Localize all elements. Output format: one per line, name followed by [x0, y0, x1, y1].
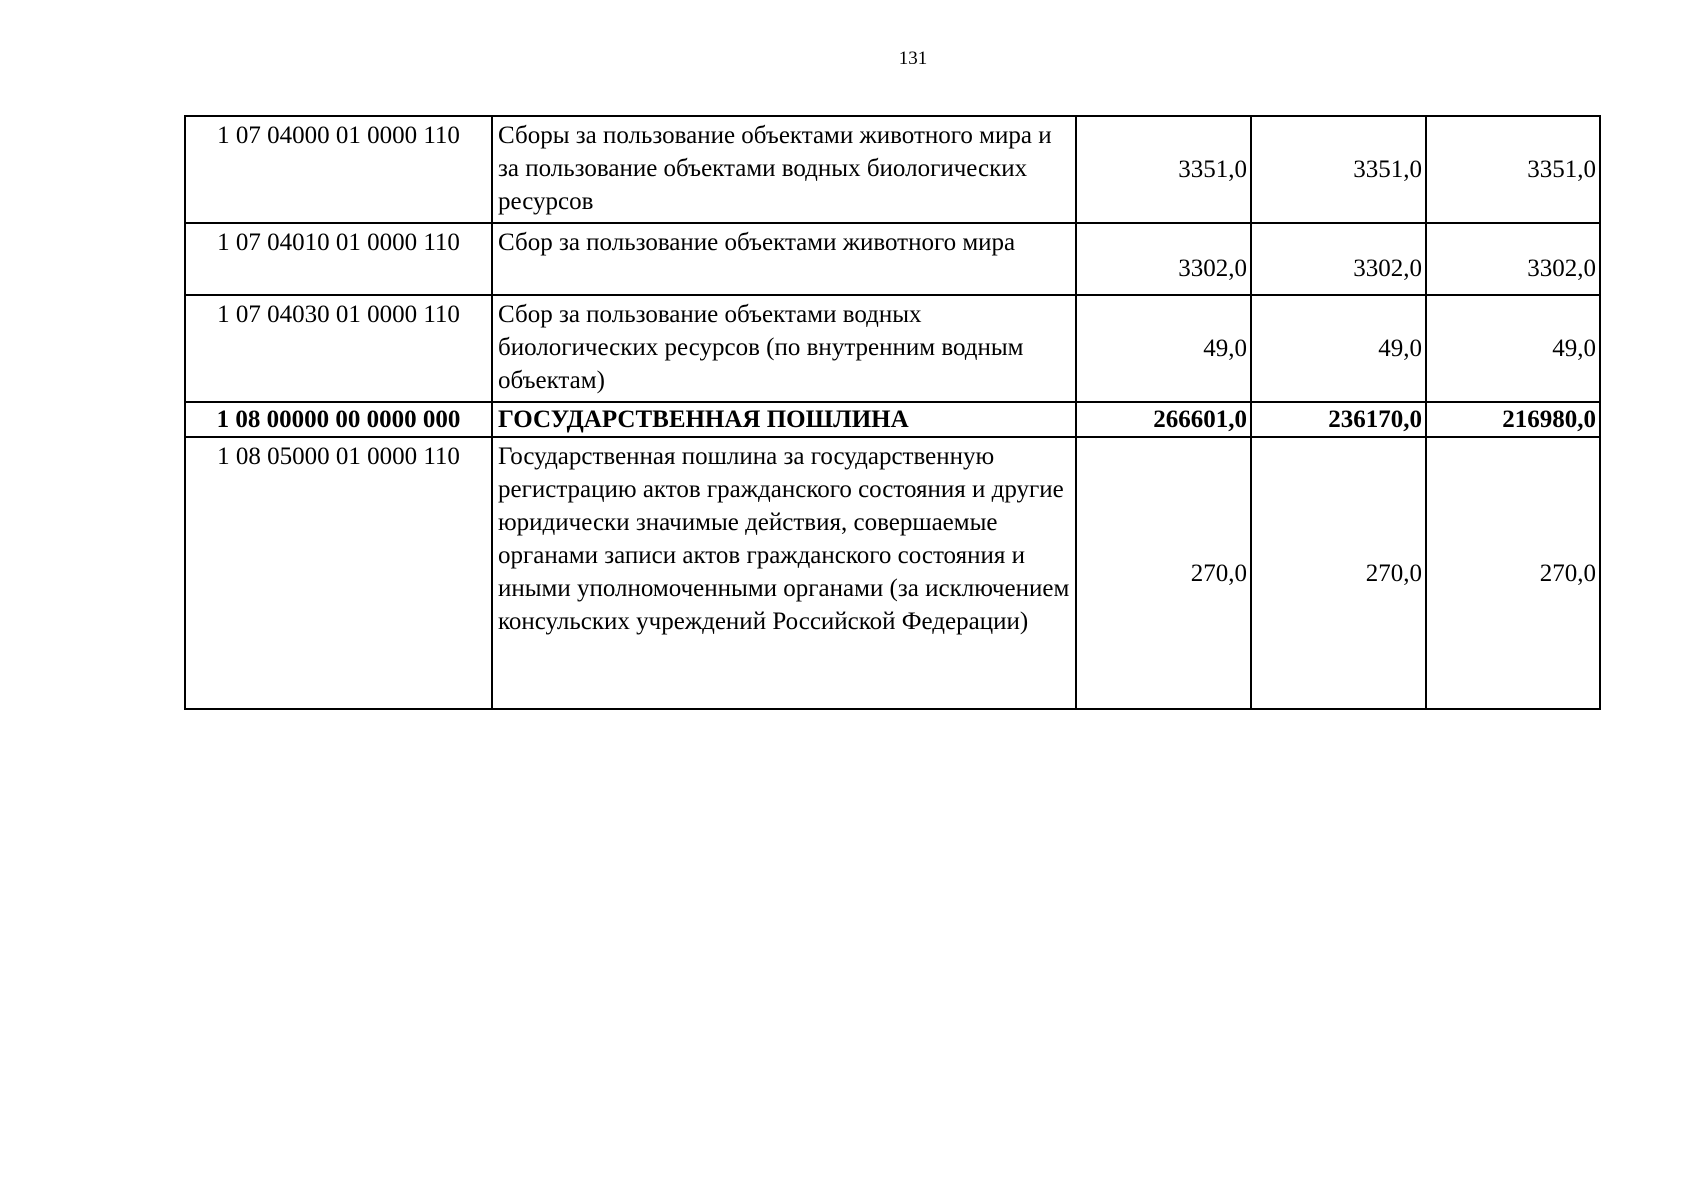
- amount-year-1-cell: 266601,0: [1076, 402, 1251, 437]
- amount-year-2-cell: 3302,0: [1251, 223, 1426, 295]
- amount-year-1-cell: 3302,0: [1076, 223, 1251, 295]
- table-row: [185, 295, 1600, 402]
- revenue-name-cell: Государственная пошлина за государственную регистрацию актов гражданского состояния и другие юридически значимые действия, совершаемые органами записи актов гражданского состояния и иными уполномоченными органами (за исключением консульских учреждений Российской Федерации): [492, 437, 1076, 709]
- amount-year-1-cell: 270,0: [1076, 437, 1251, 709]
- amount-year-1-cell: 49,0: [1076, 295, 1251, 402]
- amount-year-3-cell: 3302,0: [1426, 223, 1600, 295]
- revenue-table: [184, 115, 1601, 710]
- amount-year-2-cell: 236170,0: [1251, 402, 1426, 437]
- budget-code-cell: 1 08 00000 00 0000 000: [185, 402, 492, 437]
- amount-year-3-cell: 49,0: [1426, 295, 1600, 402]
- amount-year-3-cell: 3351,0: [1426, 116, 1600, 223]
- budget-code-cell: 1 07 04010 01 0000 110: [185, 223, 492, 295]
- amount-year-2-cell: 270,0: [1251, 437, 1426, 709]
- table-row-total: [185, 402, 1600, 437]
- budget-code-cell: 1 07 04030 01 0000 110: [185, 295, 492, 402]
- revenue-name-cell: Сбор за пользование объектами животного мира: [492, 223, 1076, 295]
- amount-year-2-cell: 3351,0: [1251, 116, 1426, 223]
- page-number: 131: [898, 48, 928, 69]
- budget-code-cell: 1 08 05000 01 0000 110: [185, 437, 492, 709]
- amount-year-2-cell: 49,0: [1251, 295, 1426, 402]
- table-row: [185, 437, 1600, 709]
- revenue-name-cell: ГОСУДАРСТВЕННАЯ ПОШЛИНА: [492, 402, 1076, 437]
- amount-year-1-cell: 3351,0: [1076, 116, 1251, 223]
- table-row: [185, 223, 1600, 295]
- table-row: [185, 116, 1600, 223]
- amount-year-3-cell: 216980,0: [1426, 402, 1600, 437]
- revenue-name-cell: Сборы за пользование объектами животного мира и за пользование объектами водных биологических ресурсов: [492, 116, 1076, 223]
- revenue-name-cell: Сбор за пользование объектами водных биологических ресурсов (по внутренним водным объектам): [492, 295, 1076, 402]
- budget-code-cell: 1 07 04000 01 0000 110: [185, 116, 492, 223]
- amount-year-3-cell: 270,0: [1426, 437, 1600, 709]
